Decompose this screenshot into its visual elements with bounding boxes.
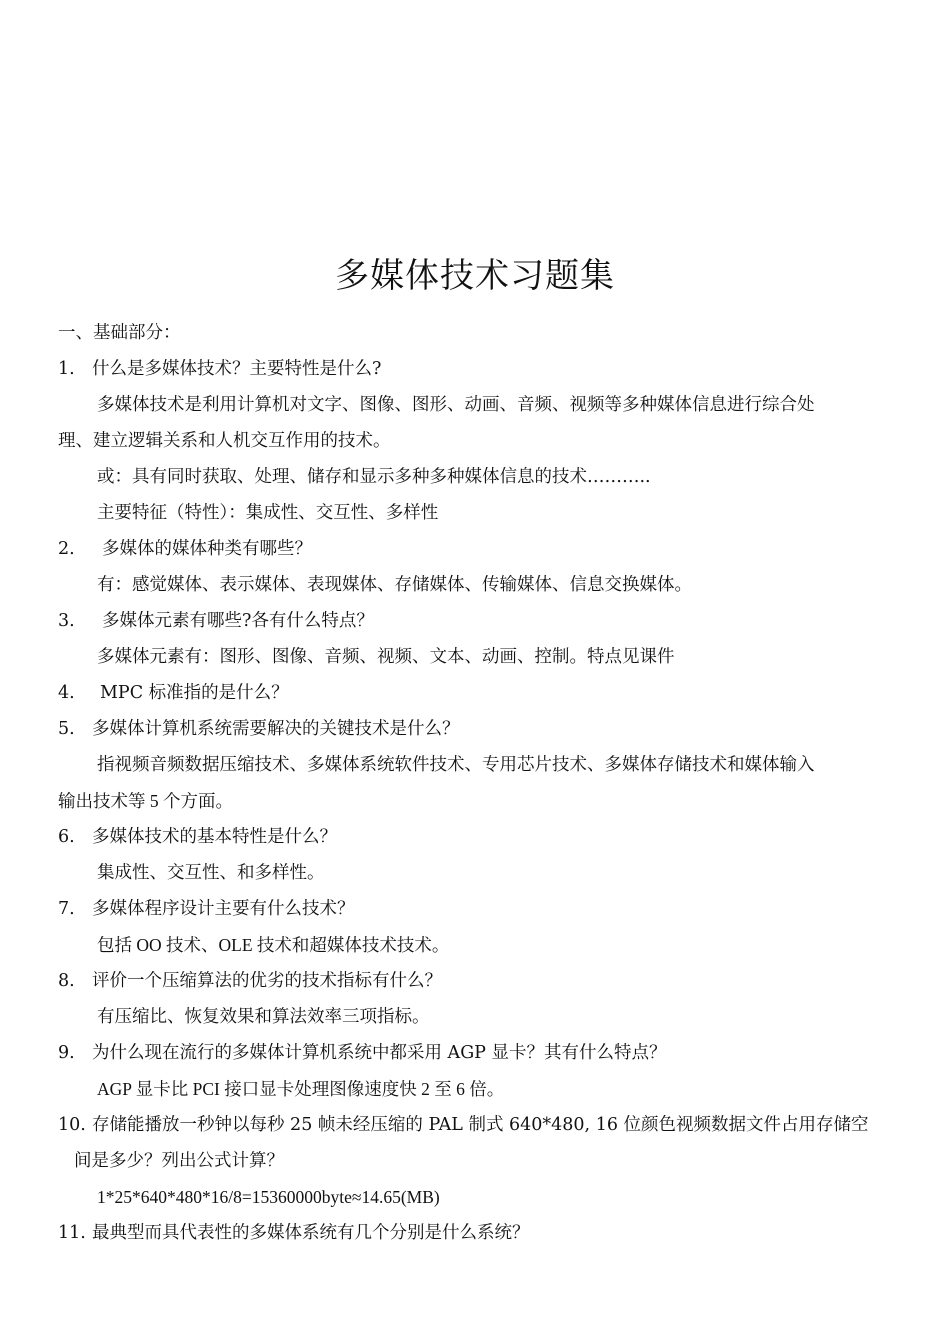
answer-1-line-2: 理、建立逻辑关系和人机交互作用的技术。 — [58, 431, 391, 451]
question-text: 多媒体的媒体种类有哪些？ — [102, 539, 312, 559]
question-6 — [58, 824, 337, 850]
question-11 — [58, 1220, 530, 1246]
question-text: 多媒体元素有哪些?各有什么特点？ — [102, 611, 374, 631]
section-heading: 一、基础部分： — [58, 323, 181, 343]
question-number: 2. — [58, 539, 75, 559]
answer-2: 有：感觉媒体、表示媒体、表现媒体、存储媒体、传输媒体、信息交换媒体。 — [97, 575, 692, 595]
answer-8: 有压缩比、恢复效果和算法效率三项指标。 — [97, 1007, 430, 1027]
question-3 — [58, 608, 374, 634]
answer-6: 集成性、交互性、和多样性。 — [97, 863, 325, 883]
question-text: 多媒体计算机系统需要解决的关键技术是什么？ — [92, 719, 460, 739]
answer-5-line-1: 指视频音频数据压缩技术、多媒体系统软件技术、专用芯片技术、多媒体存储技术和媒体输入 — [97, 755, 815, 775]
answer-7: 包括 OO 技术、OLE 技术和超媒体技术技术。 — [97, 935, 450, 955]
question-1 — [58, 356, 381, 382]
question-text: 评价一个压缩算法的优劣的技术指标有什么？ — [92, 971, 442, 991]
question-2 — [58, 536, 312, 562]
question-5 — [58, 716, 460, 742]
question-number: 1. — [58, 359, 75, 379]
answer-1-line-3: 或：具有同时获取、处理、储存和显示多种多种媒体信息的技术……….. — [97, 467, 651, 487]
question-10-line-1 — [58, 1112, 869, 1138]
question-text: MPC 标准指的是什么？ — [100, 683, 289, 703]
question-number: 6. — [58, 827, 75, 847]
answer-3: 多媒体元素有：图形、图像、音频、视频、文本、动画、控制。特点见课件 — [97, 647, 675, 667]
answer-5-line-2: 输出技术等 5 个方面。 — [58, 791, 233, 811]
question-10-line-2: 间是多少？列出公式计算？ — [74, 1151, 284, 1171]
question-number: 4. — [58, 683, 75, 703]
question-number: 7. — [58, 899, 75, 919]
question-number: 3. — [58, 611, 75, 631]
answer-1-line-4: 主要特征（特性）：集成性、交互性、多样性 — [97, 503, 439, 523]
question-4 — [58, 680, 289, 706]
answer-9: AGP 显卡比 PCI 接口显卡处理图像速度快 2 至 6 倍。 — [97, 1079, 505, 1099]
question-text: 多媒体程序设计主要有什么技术？ — [92, 899, 355, 919]
answer-1-line-1: 多媒体技术是利用计算机对文字、图像、图形、动画、音频、视频等多种媒体信息进行综合处 — [97, 395, 815, 415]
question-number: 10. — [58, 1115, 86, 1135]
question-number: 9. — [58, 1043, 75, 1063]
question-text: 最典型而具代表性的多媒体系统有几个分别是什么系统？ — [92, 1223, 530, 1243]
question-number: 5. — [58, 719, 75, 739]
question-text: 为什么现在流行的多媒体计算机系统中都采用 AGP 显卡？其有什么特点？ — [92, 1043, 667, 1063]
answer-10: 1*25*640*480*16/8=15360000byte≈14.65(MB) — [97, 1187, 440, 1207]
question-text: 多媒体技术的基本特性是什么？ — [92, 827, 337, 847]
question-7 — [58, 896, 355, 922]
question-number: 11. — [58, 1223, 86, 1243]
question-text: 什么是多媒体技术？主要特性是什么? — [92, 359, 382, 379]
question-8 — [58, 968, 442, 994]
question-number: 8. — [58, 971, 75, 991]
document-title: 多媒体技术习题集 — [335, 256, 615, 296]
question-text: 存储能播放一秒钟以每秒 25 帧未经压缩的 PAL 制式 640*480, 16 位颜色视频数据文件占用存储空 — [92, 1115, 869, 1135]
question-9 — [58, 1040, 667, 1066]
